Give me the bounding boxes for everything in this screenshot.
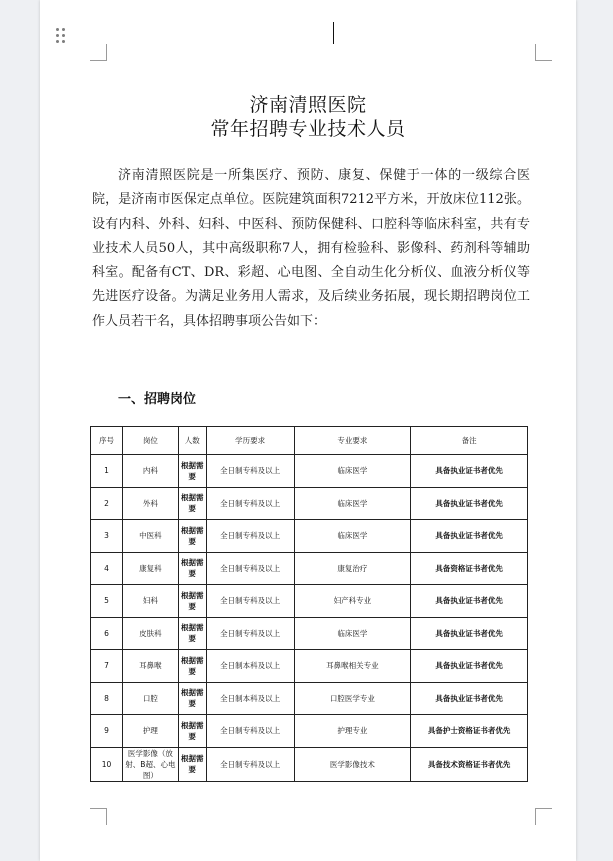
cell-note: 具备执业证书者优先	[411, 650, 528, 683]
cell-no: 4	[91, 552, 123, 585]
cell-major: 耳鼻喉相关专业	[294, 650, 411, 683]
cell-major: 妇产科专业	[294, 585, 411, 618]
cell-post: 外科	[122, 487, 178, 520]
margin-corner-top-left	[90, 44, 107, 61]
intro-paragraph: 济南清照医院是一所集医疗、预防、康复、保健于一体的一级综合医院，是济南市医保定点单位。医院建筑面积7212平方米，开放床位112张。设有内科、外科、妇科、中医科、预防保健科、口腔科等临床科室，共有专业技术人员50人，其中高级职称7人，拥有检验科、影像科、药剂科等辅助科室。配备有CT、DR、彩超、心电图、全自动生化分析仪、血液分析仪等先进医疗设备。为满足业务用人需求，及后续业务拓展，现长期招聘岗位工作人员若干名，具体招聘事项公告如下：	[92, 168, 530, 329]
cell-education: 全日制专科及以上	[206, 455, 294, 488]
cell-note: 具备执业证书者优先	[411, 682, 528, 715]
header-post: 岗位	[122, 427, 178, 455]
cell-note: 具备执业证书者优先	[411, 617, 528, 650]
section-heading: 一、招聘岗位	[118, 392, 197, 407]
cell-note: 具备资格证书者优先	[411, 552, 528, 585]
table-row	[91, 455, 528, 488]
cell-major: 康复治疗	[294, 552, 411, 585]
table-header-row	[91, 427, 528, 455]
cell-post: 皮肤科	[122, 617, 178, 650]
header-no: 序号	[91, 427, 123, 455]
document-title-line1: 济南清照医院	[249, 94, 367, 116]
cell-major: 口腔医学专业	[294, 682, 411, 715]
header-count: 人数	[178, 427, 206, 455]
cell-note: 具备执业证书者优先	[411, 455, 528, 488]
cell-education: 全日制专科及以上	[206, 585, 294, 618]
cell-education: 全日制专科及以上	[206, 617, 294, 650]
cell-count: 根据需要	[178, 455, 206, 488]
cell-no: 10	[91, 747, 123, 781]
cell-count: 根据需要	[178, 617, 206, 650]
cell-count: 根据需要	[178, 552, 206, 585]
header-note: 备注	[411, 427, 528, 455]
positions-table	[90, 426, 528, 782]
cell-note: 具备技术资格证书者优先	[411, 747, 528, 781]
cell-post: 耳鼻喉	[122, 650, 178, 683]
cell-major: 临床医学	[294, 487, 411, 520]
cell-count: 根据需要	[178, 520, 206, 553]
cell-note: 具备执业证书者优先	[411, 487, 528, 520]
table-row	[91, 617, 528, 650]
table-drag-handle-icon[interactable]	[56, 28, 66, 44]
cell-post: 护理	[122, 715, 178, 748]
cell-no: 8	[91, 682, 123, 715]
cell-post: 中医科	[122, 520, 178, 553]
cell-major: 护理专业	[294, 715, 411, 748]
table-row	[91, 585, 528, 618]
table-row	[91, 747, 528, 781]
cell-count: 根据需要	[178, 487, 206, 520]
cell-count: 根据需要	[178, 715, 206, 748]
table-row	[91, 520, 528, 553]
cell-major: 临床医学	[294, 455, 411, 488]
cell-no: 6	[91, 617, 123, 650]
cell-count: 根据需要	[178, 682, 206, 715]
cell-count: 根据需要	[178, 650, 206, 683]
cell-education: 全日制专科及以上	[206, 552, 294, 585]
header-major: 专业要求	[294, 427, 411, 455]
cell-note: 具备执业证书者优先	[411, 520, 528, 553]
cell-major: 医学影像技术	[294, 747, 411, 781]
cell-post: 妇科	[122, 585, 178, 618]
cell-count: 根据需要	[178, 585, 206, 618]
table-row	[91, 682, 528, 715]
margin-corner-bottom-left	[90, 808, 107, 825]
cell-no: 1	[91, 455, 123, 488]
table-row	[91, 650, 528, 683]
cell-post: 康复科	[122, 552, 178, 585]
cell-note: 具备护士资格证书者优先	[411, 715, 528, 748]
cell-education: 全日制专科及以上	[206, 715, 294, 748]
cell-education: 全日制专科及以上	[206, 747, 294, 781]
header-education: 学历要求	[206, 427, 294, 455]
table-row	[91, 715, 528, 748]
cell-education: 全日制本科及以上	[206, 682, 294, 715]
cell-education: 全日制本科及以上	[206, 650, 294, 683]
cell-education: 全日制专科及以上	[206, 487, 294, 520]
cell-no: 5	[91, 585, 123, 618]
cell-no: 3	[91, 520, 123, 553]
table-row	[91, 552, 528, 585]
cell-no: 7	[91, 650, 123, 683]
cell-post: 内科	[122, 455, 178, 488]
cell-major: 临床医学	[294, 520, 411, 553]
cell-note: 具备执业证书者优先	[411, 585, 528, 618]
cell-count: 根据需要	[178, 747, 206, 781]
cell-education: 全日制专科及以上	[206, 520, 294, 553]
margin-corner-bottom-right	[535, 808, 552, 825]
cell-major: 临床医学	[294, 617, 411, 650]
cell-no: 2	[91, 487, 123, 520]
document-page	[40, 0, 576, 861]
cell-post: 医学影像（放射、B超、心电图）	[122, 747, 178, 781]
margin-corner-top-right	[535, 44, 552, 61]
document-title-line2: 常年招聘专业技术人员	[210, 118, 406, 140]
text-cursor	[333, 22, 334, 44]
table-row	[91, 487, 528, 520]
cell-no: 9	[91, 715, 123, 748]
cell-post: 口腔	[122, 682, 178, 715]
